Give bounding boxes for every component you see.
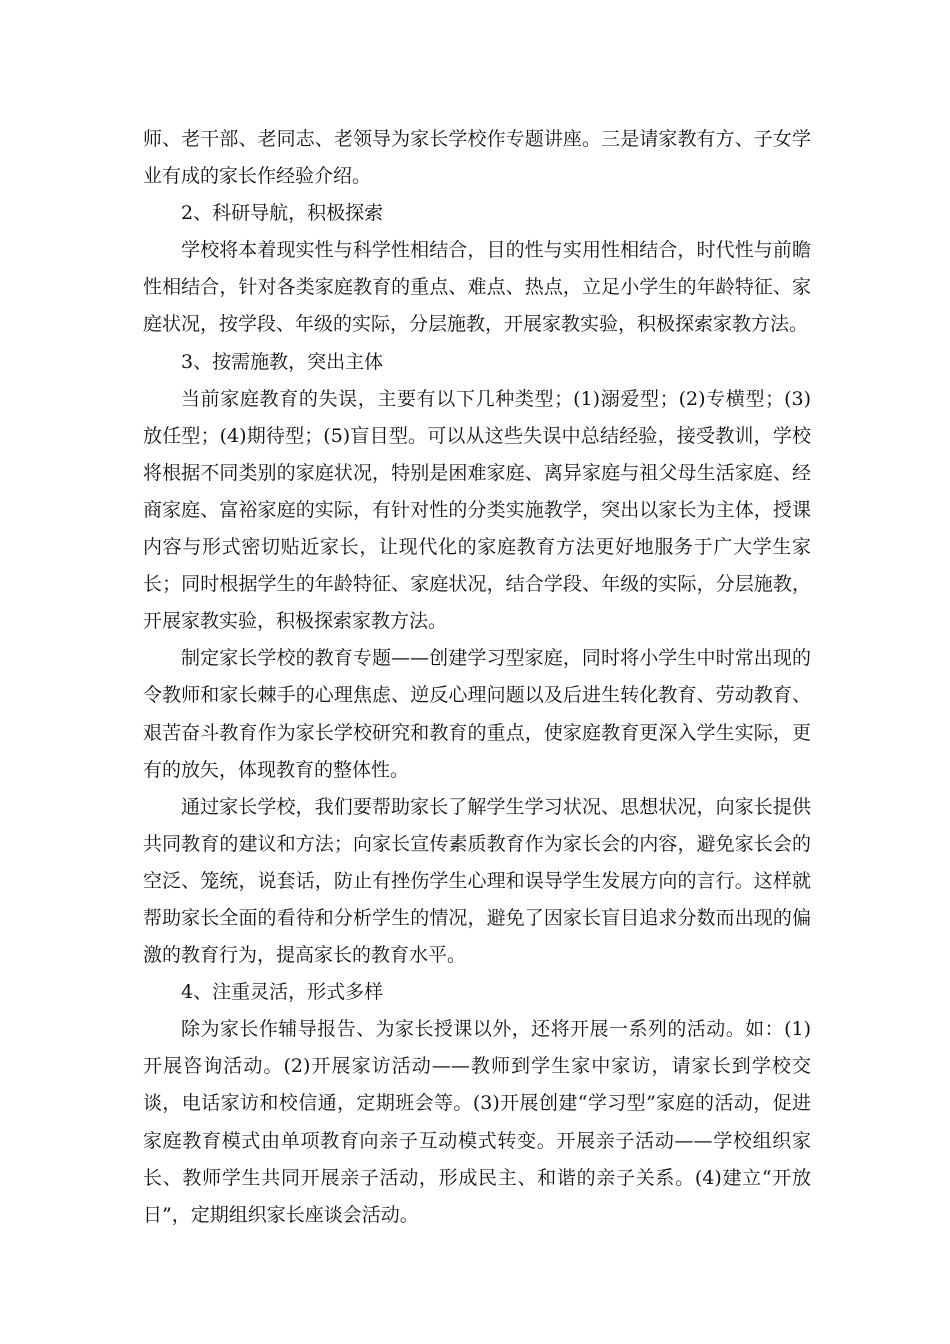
section-heading-4: 4、注重灵活，形式多样 [181, 981, 384, 1004]
paragraph-parent-school: 通过家长学校，我们要帮助家长了解学生学习状况、思想状况，向家长提供共同教育的建议和方法；向家长宣传素质教育作为家长会的内容，避免家长会的空泛、笼统，说套话，防止有挫伤学生心理和误导学生发展方向的言行。这样就帮助家长全面的看待和分析学生的情况，避免了因家长盲目追求分数而出现的偏激的教育行为，提高家长的教育水平。 [143, 795, 811, 967]
section-heading-2: 2、科研导航，积极探索 [181, 202, 384, 225]
paragraph-mistakes: 当前家庭教育的失误，主要有以下几种类型；(1)溺爱型；(2)专横型；(3)放任型；(4)期待型；(5)盲目型。可以从这些失误中总结经验，接受教训，学校将根据不同类别的家庭状况，特别是困难家庭、离异家庭与祖父母生活家庭、经商家庭、富裕家庭的实际，有针对性的分类实施教学，突出以家长为主体，授课内容与形式密切贴近家长，让现代化的家庭教育方法更好地服务于广大学生家长；同时根据学生的年龄特征、家庭状况，结合学段、年级的实际，分层施教，开展家教实验，积极探索家教方法。 [143, 387, 811, 633]
section-heading-3: 3、按需施教，突出主体 [181, 350, 384, 373]
paragraph-continued: 师、老干部、老同志、老领导为家长学校作专题讲座。三是请家教有方、子女学业有成的家长作经验介绍。 [143, 128, 811, 188]
paragraph-activities: 除为家长作辅导报告、为家长授课以外，还将开展一系列的活动。如：(1)开展咨询活动。(2)开展家访活动——教师到学生家中家访，请家长到学校交谈，电话家访和校信通，定期班会等。(3)开展创建“学习型”家庭的活动，促进家庭教育模式由单项教育向亲子互动模式转变。开展亲子活动——学校组织家长、教师学生共同开展亲子活动，形成民主、和谐的亲子关系。(4)建立“开放日”，定期组织家长座谈会活动。 [143, 1018, 811, 1226]
document-body [143, 121, 811, 1234]
paragraph-research: 学校将本着现实性与科学性相结合，目的性与实用性相结合，时代性与前瞻性相结合，针对各类家庭教育的重点、难点、热点，立足小学生的年龄特征、家庭状况，按学段、年级的实际，分层施教，开展家教实验，积极探索家教方法。 [143, 239, 811, 336]
paragraph-topics: 制定家长学校的教育专题——创建学习型家庭，同时将小学生中时常出现的令教师和家长棘手的心理焦虑、逆反心理问题以及后进生转化教育、劳动教育、艰苦奋斗教育作为家长学校研究和教育的重点，使家庭教育更深入学生实际，更有的放矢，体现教育的整体性。 [143, 647, 811, 781]
